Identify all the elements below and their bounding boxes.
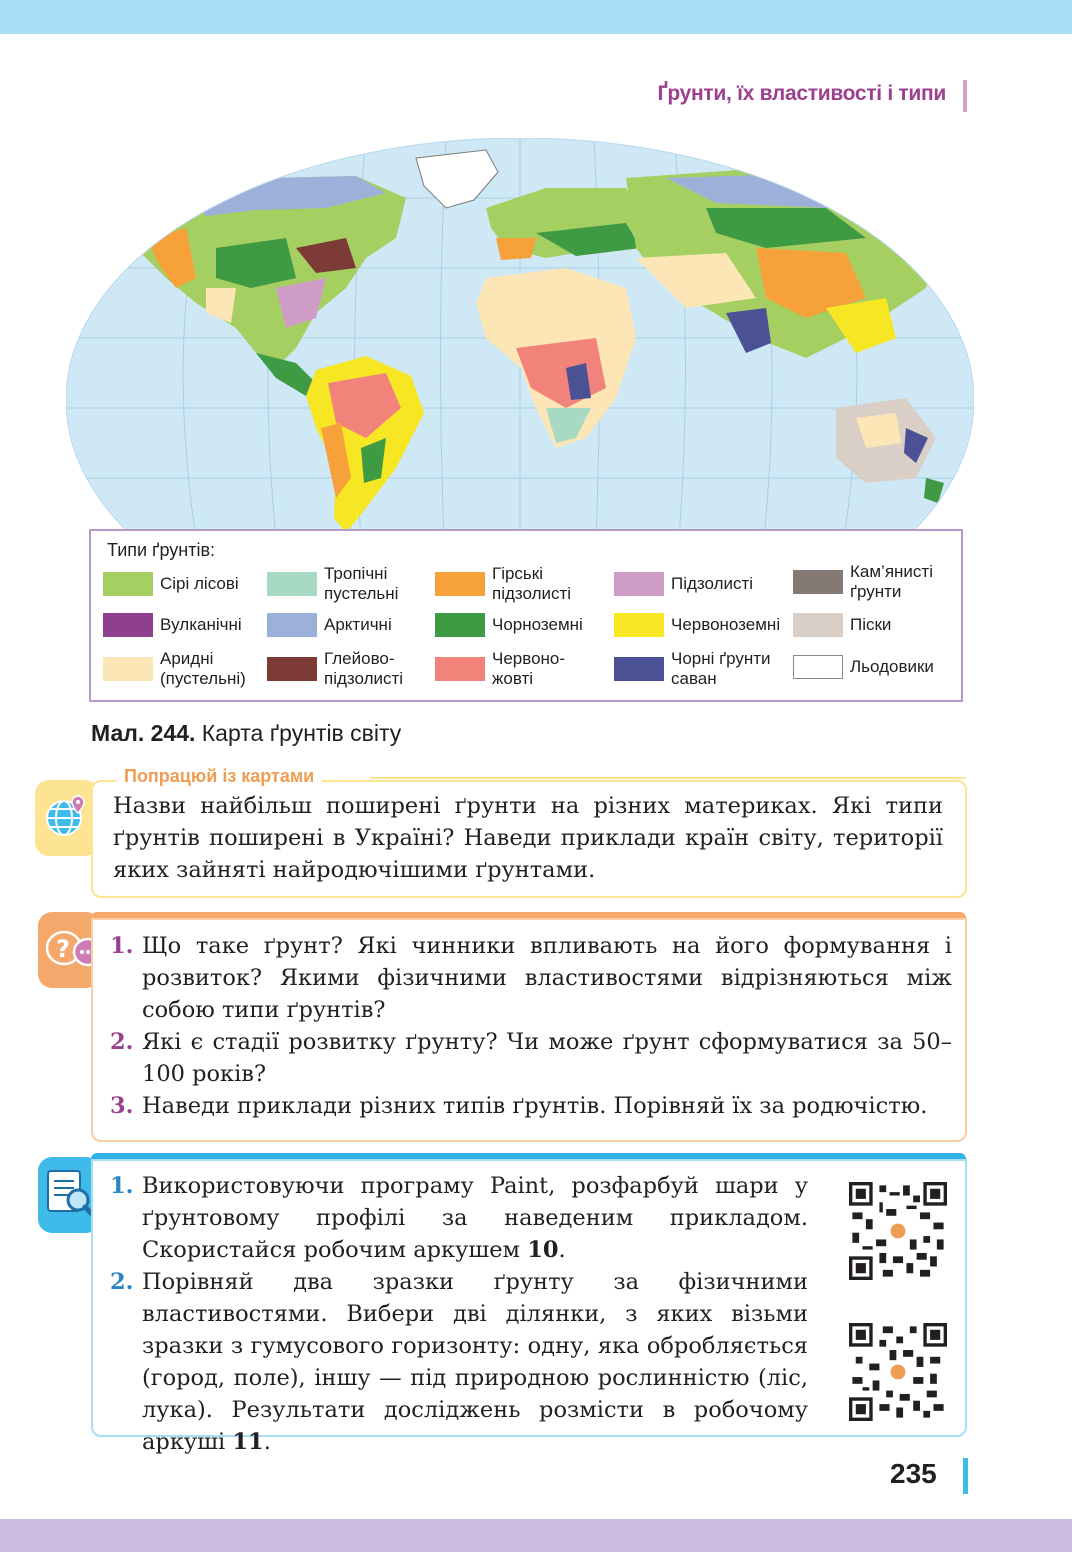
legend-item [614, 613, 780, 637]
worksheet-number: 10 [527, 1237, 559, 1263]
research-item [110, 1170, 808, 1266]
legend-swatch [435, 572, 485, 596]
research-text: Використовуючи програму Paint, розфарбуй шари у ґрунтовому профілі за наведеним прикладом. Скористайся робочим аркушем [142, 1173, 808, 1263]
legend-label: Підзолисті [671, 574, 754, 593]
question-number: 1. [110, 933, 134, 959]
legend-label: Кам’янисті ґрунти [850, 562, 933, 601]
legend-item [793, 613, 891, 637]
legend-swatch [614, 657, 664, 681]
legend-swatch [793, 570, 843, 594]
legend-swatch [614, 613, 664, 637]
research-list [110, 1170, 808, 1458]
legend-item [103, 572, 239, 596]
question-text: Які є стадії розвитку ґрунту? Чи може ґрунт сформуватися за 50–100 років? [142, 1029, 952, 1087]
legend-item [267, 613, 392, 637]
globe-pin-icon [42, 792, 90, 840]
qr-code-icon[interactable] [849, 1323, 947, 1421]
legend-swatch [435, 613, 485, 637]
research-item [110, 1266, 808, 1458]
question-item [110, 930, 952, 1026]
legend-swatch [614, 572, 664, 596]
world-soil-map [66, 138, 974, 538]
map-task-title-line [370, 777, 966, 779]
legend-item [614, 572, 753, 596]
running-title: Ґрунти, їх властивості і типи [657, 82, 946, 105]
legend-label: Арктичні [324, 615, 392, 634]
question-number: 2. [110, 1029, 134, 1055]
legend-label: Льодовики [850, 657, 934, 676]
legend-swatch [793, 613, 843, 637]
research-text-end: . [263, 1429, 271, 1455]
figure-caption [91, 720, 401, 747]
legend-label: Піски [850, 615, 892, 634]
legend-item [267, 564, 398, 604]
research-number: 2. [110, 1269, 134, 1295]
legend-item [793, 655, 934, 679]
page-number-divider [963, 1458, 968, 1494]
legend-item [435, 613, 583, 637]
page-number: 235 [890, 1458, 937, 1489]
research-text: Порівняй два зразки ґрунту за фізичними властивостями. Вибери дві ділянки, з яких візьми зразки з гумусового горизонту: одну, яка обробляється (город, поле), іншу — під природною рослинністю (ліс, лука). Результати досліджень розмісти в робочому аркуші [142, 1269, 808, 1455]
legend-swatch [103, 572, 153, 596]
running-title-divider [963, 80, 967, 112]
map-task-text: Назви найбільш поширені ґрунти на різних материках. Які типи ґрунтів поширені в Україні? Наведи приклади країн світу, території яких зайняті найродючішими ґрунтами. [113, 793, 943, 883]
legend-swatch [103, 613, 153, 637]
worksheet-number: 11 [232, 1429, 264, 1455]
question-item [110, 1026, 952, 1090]
legend-label: Вулканічні [160, 615, 242, 634]
legend-label: Глейово- підзолисті [324, 649, 404, 688]
legend-label: Сірі лісові [160, 574, 239, 593]
question-text: Наведи приклади різних типів ґрунтів. Порівняй їх за родючістю. [142, 1093, 928, 1119]
map-task-title: Попрацюй із картами [116, 766, 322, 787]
legend-label: Гірські підзолисті [492, 564, 572, 603]
legend-label: Червоно- жовті [492, 649, 566, 688]
questions-list [110, 930, 952, 1122]
legend-item [435, 564, 571, 604]
figure-number: Мал. 244. [91, 720, 196, 746]
legend-title: Типи ґрунтів: [107, 540, 216, 560]
research-number: 1. [110, 1173, 134, 1199]
legend-swatch [103, 657, 153, 681]
legend-label: Чорноземні [492, 615, 583, 634]
legend-label: Чорні ґрунти саван [671, 649, 771, 688]
question-item [110, 1090, 952, 1122]
top-color-band [0, 0, 1072, 34]
legend-item [103, 613, 242, 637]
question-text: Що таке ґрунт? Які чинники впливають на його формування і розвиток? Якими фізичними властивостями відрізняються між собою типи ґрунтів? [142, 933, 952, 1023]
legend-label: Аридні (пустельні) [160, 649, 246, 688]
research-text-end: . [558, 1237, 566, 1263]
legend-swatch [793, 655, 843, 679]
legend-item [103, 649, 246, 689]
legend-item [793, 562, 933, 602]
legend-item [435, 649, 565, 689]
question-number: 3. [110, 1093, 134, 1119]
legend-swatch [267, 613, 317, 637]
legend-swatch [267, 572, 317, 596]
figure-title: Карта ґрунтів світу [201, 720, 402, 746]
bottom-color-band [0, 1519, 1072, 1552]
soil-legend [89, 529, 963, 702]
svg-text:?: ? [56, 935, 70, 963]
legend-swatch [267, 657, 317, 681]
legend-item [614, 649, 771, 689]
legend-label: Тропічні пустельні [324, 564, 399, 603]
legend-swatch [435, 657, 485, 681]
legend-label: Червоноземні [671, 615, 781, 634]
legend-item [267, 649, 403, 689]
qr-code-icon[interactable] [849, 1182, 947, 1280]
